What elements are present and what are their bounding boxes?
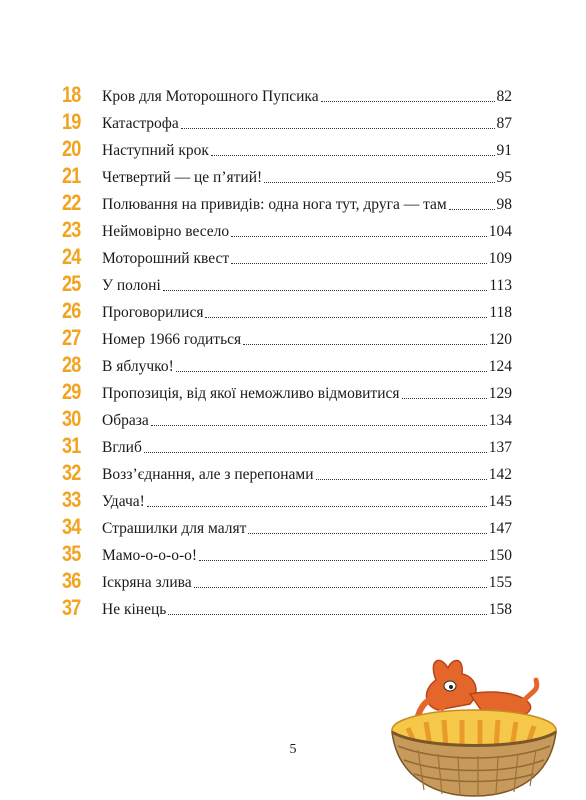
- dot-leader: [316, 478, 487, 480]
- chapter-page-number: 145: [488, 493, 512, 510]
- dot-leader: [321, 100, 495, 102]
- chapter-number: 35: [62, 541, 81, 566]
- chapter-title: Образа: [102, 412, 149, 429]
- toc-entry: [62, 349, 512, 376]
- dot-leader: [231, 235, 487, 237]
- chapter-number: 22: [62, 190, 81, 215]
- chapter-title: Удача!: [102, 493, 145, 510]
- chapter-title: Неймовірно весело: [102, 223, 230, 240]
- chapter-page-number: 158: [488, 601, 512, 618]
- chapter-page-number: 137: [488, 439, 512, 456]
- chapter-number: 30: [62, 406, 81, 431]
- dot-leader: [151, 424, 487, 426]
- toc-entry: [62, 295, 512, 322]
- dot-leader: [402, 397, 487, 399]
- chapter-title: Кров для Моторошного Пупсика: [102, 88, 319, 105]
- chapter-number: 21: [62, 163, 81, 188]
- dot-leader: [449, 208, 495, 210]
- chapter-title: Катастрофа: [102, 115, 179, 132]
- toc-entry: [62, 511, 512, 538]
- chapter-title: Не кінець: [102, 601, 167, 618]
- chapter-title: Номер 1966 годиться: [102, 331, 242, 348]
- chapter-title: Пропозиція, від якої неможливо відмовитися: [102, 385, 400, 402]
- chapter-page-number: 142: [488, 466, 512, 483]
- chapter-title: Наступний крок: [102, 142, 209, 159]
- chapter-number: 31: [62, 433, 81, 458]
- chapter-page-number: 118: [489, 304, 512, 321]
- chapter-number: 37: [62, 595, 81, 620]
- toc-entry: [62, 241, 512, 268]
- chapter-number: 20: [62, 136, 81, 161]
- toc-entry: [62, 538, 512, 565]
- chapter-number: 27: [62, 325, 81, 350]
- toc-entry: [62, 268, 512, 295]
- toc-entry: [62, 484, 512, 511]
- toc-entry: [62, 187, 512, 214]
- chapter-title: Полювання на привидів: одна нога тут, друга — там: [102, 196, 447, 213]
- chapter-page-number: 155: [488, 574, 512, 591]
- toc-entry: [62, 133, 512, 160]
- chapter-number: 23: [62, 217, 81, 242]
- dot-leader: [211, 154, 495, 156]
- chapter-title: Проговорилися: [102, 304, 204, 321]
- toc-entry: [62, 430, 512, 457]
- chapter-number: 36: [62, 568, 81, 593]
- chapter-number: 32: [62, 460, 81, 485]
- dot-leader: [144, 451, 487, 453]
- dot-leader: [199, 559, 487, 561]
- chapter-page-number: 147: [488, 520, 512, 537]
- chapter-page-number: 120: [488, 331, 512, 348]
- chapter-page-number: 124: [488, 358, 512, 375]
- toc-entry: [62, 322, 512, 349]
- dot-leader: [168, 613, 486, 615]
- chapter-number: 24: [62, 244, 81, 269]
- chapter-number: 28: [62, 352, 81, 377]
- chapter-title: Четвертий — це п’ятий!: [102, 169, 263, 186]
- dot-leader: [181, 127, 495, 129]
- chapter-title: Мамо-о-о-о-о!: [102, 547, 198, 564]
- chapter-page-number: 150: [488, 547, 512, 564]
- page-number: 5: [289, 742, 297, 757]
- chapter-number: 33: [62, 487, 81, 512]
- chapter-page-number: 95: [496, 169, 512, 186]
- table-of-contents: [62, 79, 512, 619]
- chapter-page-number: 104: [488, 223, 512, 240]
- dot-leader: [243, 343, 487, 345]
- chapter-page-number: 109: [488, 250, 512, 267]
- chapter-title: Страшилки для малят: [102, 520, 247, 537]
- chapter-title: Іскряна злива: [102, 574, 192, 591]
- toc-entry: [62, 403, 512, 430]
- dot-leader: [248, 532, 486, 534]
- chapter-page-number: 91: [496, 142, 512, 159]
- toc-entry: [62, 376, 512, 403]
- chapter-title: Возз’єднання, але з перепонами: [102, 466, 314, 483]
- chapter-page-number: 82: [496, 88, 512, 105]
- chapter-title: У полоні: [102, 277, 161, 294]
- dot-leader: [194, 586, 487, 588]
- chapter-number: 26: [62, 298, 81, 323]
- chapter-title: В яблучко!: [102, 358, 174, 375]
- chapter-page-number: 98: [496, 196, 512, 213]
- chapter-title: Моторошний квест: [102, 250, 230, 267]
- chapter-number: 25: [62, 271, 81, 296]
- toc-entry: [62, 106, 512, 133]
- dot-leader: [264, 181, 494, 183]
- toc-entry: [62, 160, 512, 187]
- chapter-number: 34: [62, 514, 81, 539]
- chapter-page-number: 113: [489, 277, 512, 294]
- chapter-number: 29: [62, 379, 81, 404]
- dot-leader: [163, 289, 488, 291]
- dot-leader: [231, 262, 487, 264]
- chapter-number: 18: [62, 82, 81, 107]
- dot-leader: [176, 370, 487, 372]
- chapter-page-number: 134: [488, 412, 512, 429]
- chapter-title: Вглиб: [102, 439, 142, 456]
- dot-leader: [205, 316, 487, 318]
- chapter-number: 19: [62, 109, 81, 134]
- toc-entry: [62, 565, 512, 592]
- toc-entry: [62, 457, 512, 484]
- chapter-page-number: 129: [488, 385, 512, 402]
- chapter-page-number: 87: [496, 115, 512, 132]
- toc-entry: [62, 79, 512, 106]
- dog-in-basket-illustration: [378, 650, 568, 800]
- toc-entry: [62, 214, 512, 241]
- toc-entry: [62, 592, 512, 619]
- dot-leader: [147, 505, 487, 507]
